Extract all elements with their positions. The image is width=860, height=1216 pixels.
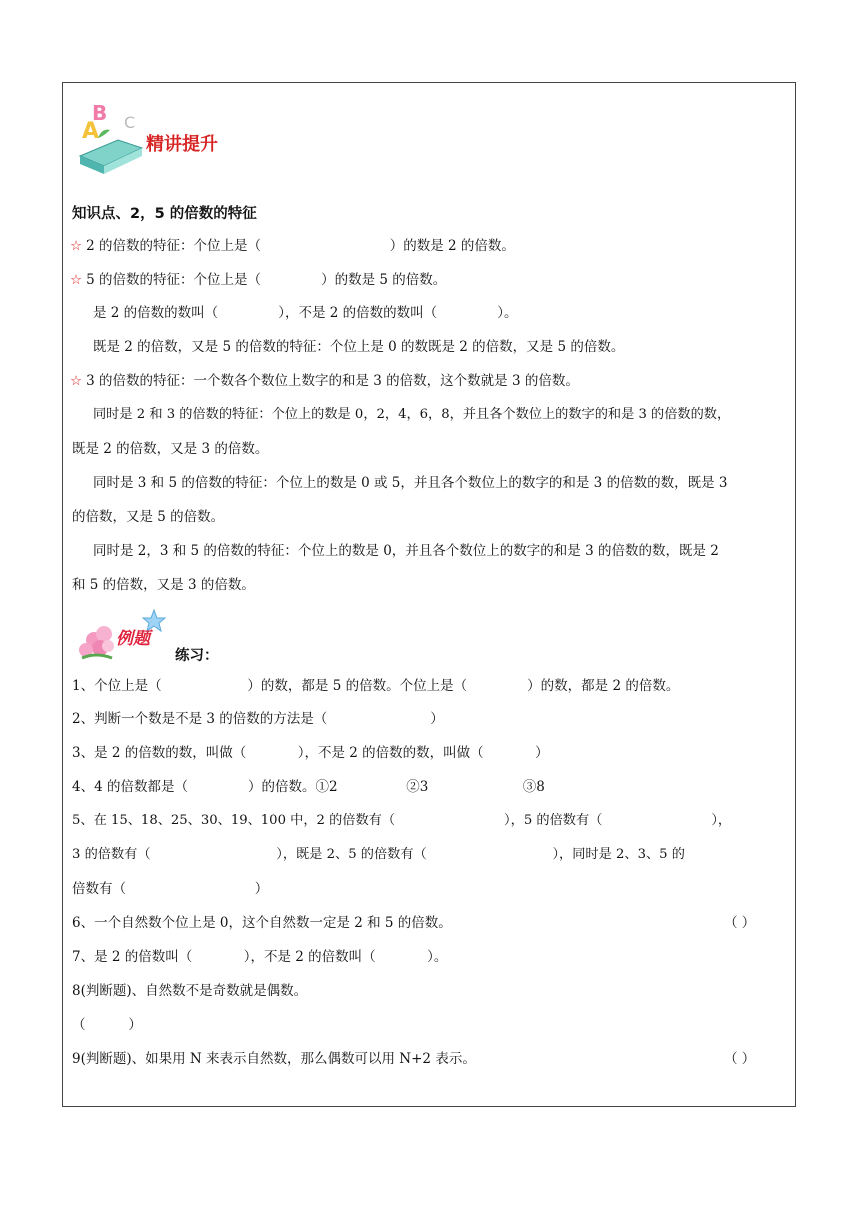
- note-text: 既是 2 的倍数，又是 3 的倍数。: [72, 441, 269, 457]
- note-line-5: [70, 371, 579, 391]
- note-line-8: [93, 473, 727, 493]
- note-line-6: [93, 405, 730, 425]
- note-text: 3 的倍数的特征：一个数各个数位上数字的和是 3 的倍数，这个数就是 3 的倍数。: [86, 373, 579, 389]
- banner-examples-title: 例题: [116, 629, 150, 649]
- note-text: 同时是 2 和 3 的倍数的特征：个位上的数是 0，2，4，6，8，并且各个数位上的数字的和是 3 的倍数的数，: [93, 407, 731, 422]
- note-text: 的倍数，又是 5 的倍数。: [72, 509, 225, 525]
- star-icon: ☆: [70, 272, 83, 288]
- note-text: 和 5 的倍数，又是 3 的倍数。: [72, 577, 255, 593]
- exercise-7: 7、是 2 的倍数叫（ ），不是 2 的倍数叫（ ）。: [72, 949, 448, 965]
- note-line-9: [72, 507, 224, 527]
- star-icon: ☆: [70, 373, 83, 389]
- exercise-3: 3、是 2 的倍数的数，叫做（ ），不是 2 的倍数的数，叫做（ ）: [72, 745, 549, 761]
- note-line-1: [70, 236, 515, 256]
- star-icon: ☆: [70, 238, 83, 254]
- exercise-9: 9(判断题)、如果用 N 来表示自然数，那么偶数可以用 N+2 表示。: [72, 1051, 476, 1067]
- note-text: 2 的倍数的特征：个位上是（ ）的数是 2 的倍数。: [86, 238, 515, 254]
- note-text: 5 的倍数的特征：个位上是（ ）的数是 5 的倍数。: [86, 272, 447, 288]
- note-text: 是 2 的倍数的数叫（ ），不是 2 的倍数的数叫（ ）。: [93, 305, 518, 321]
- exercise-8-answer: （ ）: [72, 1017, 142, 1033]
- exercise-6: 6、一个自然数个位上是 0，这个自然数一定是 2 和 5 的倍数。: [72, 915, 452, 931]
- exercise-6-answer: （ ）: [724, 915, 756, 931]
- note-line-3: [93, 303, 518, 323]
- note-line-2: [70, 270, 446, 290]
- note-line-7: [72, 439, 268, 459]
- banner-examples: [72, 606, 272, 666]
- exercise-1: 1、个位上是（ ）的数，都是 5 的倍数。个位上是（ ）的数，都是 2 的倍数。: [72, 678, 680, 694]
- note-text: 既是 2 的倍数，又是 5 的倍数的特征：个位上是 0 的数既是 2 的倍数，又是 5 的倍数。: [93, 339, 625, 355]
- banner-lecture: [72, 98, 252, 178]
- note-text: 同时是 2，3 和 5 的倍数的特征：个位上的数是 0，并且各个数位上的数字的和是 3 的倍数的数，既是 2: [93, 543, 719, 559]
- exercise-2: 2、判断一个数是不是 3 的倍数的方法是（ ）: [72, 711, 444, 727]
- svg-text:C: C: [124, 113, 136, 132]
- banner-lecture-title: 精讲提升: [146, 134, 218, 155]
- exercise-8: 8(判断题)、自然数不是奇数就是偶数。: [72, 983, 308, 999]
- exercise-4: 4、4 的倍数都是（ ）的倍数。①2 ②3 ③8: [72, 779, 545, 795]
- practice-label: 练习：: [175, 648, 219, 664]
- note-line-4: [93, 337, 624, 357]
- exercise-5: 5、在 15、18、25、30、19、100 中，2 的倍数有（ ），5 的倍数有（ ），: [72, 813, 732, 828]
- section-title: 知识点、2，5 的倍数的特征: [72, 206, 257, 222]
- exercise-5-cont2: 倍数有（ ）: [72, 881, 269, 897]
- exercise-9-answer: （ ）: [724, 1051, 756, 1067]
- note-text: 同时是 3 和 5 的倍数的特征：个位上的数是 0 或 5，并且各个数位上的数字的和是 3 的倍数的数，既是 3: [93, 475, 728, 491]
- note-line-11: [72, 575, 255, 595]
- svg-text:B: B: [92, 101, 108, 125]
- exercise-5-cont: 3 的倍数有（ ），既是 2、5 的倍数有（ ），同时是 2、3、5 的: [72, 847, 685, 862]
- svg-text:A: A: [82, 119, 100, 144]
- note-line-10: [93, 541, 719, 561]
